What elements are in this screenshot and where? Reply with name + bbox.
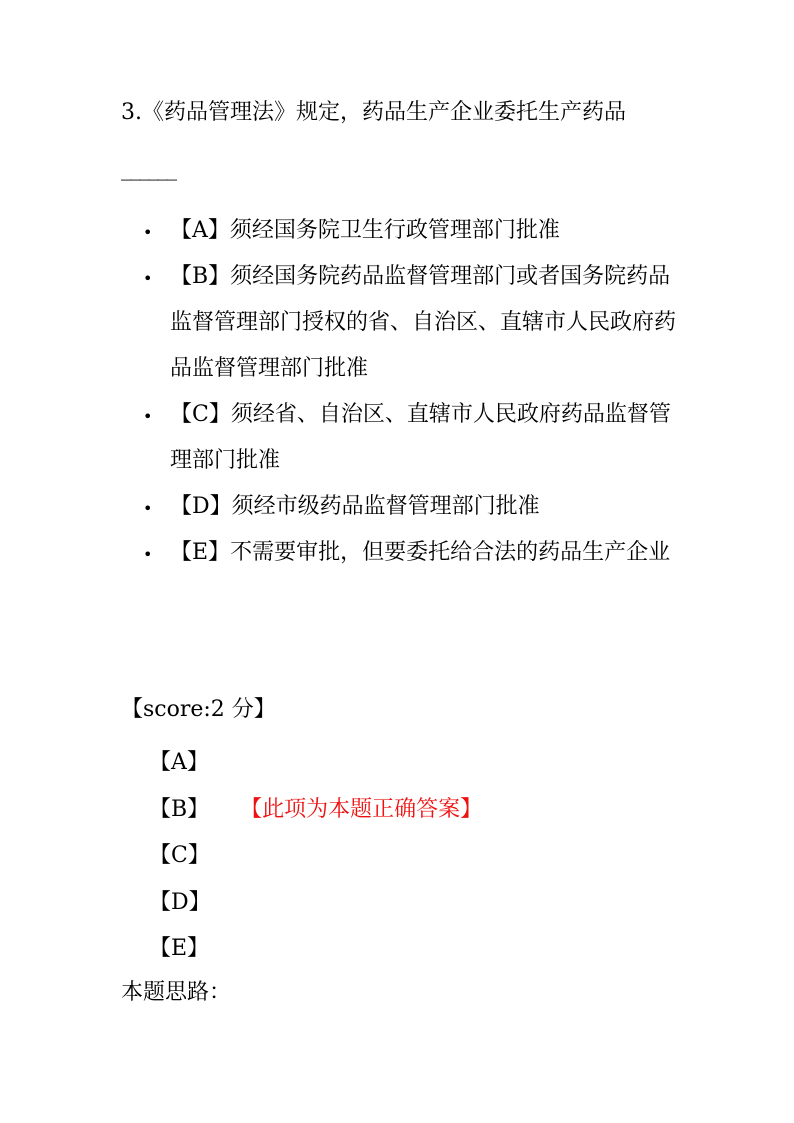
- correct-answer-note: 【此项为本题正确答案】: [251, 796, 483, 822]
- question-text: 3.《药品管理法》规定，药品生产企业委托生产药品: [121, 100, 626, 125]
- option-c: [138, 392, 678, 484]
- answer-label: 【B】: [149, 796, 210, 822]
- score-label: 【score:2 分】: [121, 697, 276, 722]
- option-label: 【D】: [170, 494, 232, 519]
- answer-label: 【A】: [149, 750, 209, 775]
- option-label: 【E】: [170, 540, 231, 565]
- answer-c: [149, 833, 482, 880]
- answer-label: 【C】: [149, 843, 210, 868]
- answer-key-list: [149, 740, 482, 973]
- answer-a: [149, 740, 482, 787]
- option-label: 【A】: [170, 218, 230, 243]
- option-label: 【B】: [170, 264, 231, 289]
- options-list: [138, 208, 678, 576]
- answer-e: [149, 926, 482, 973]
- answer-blank: ______: [121, 156, 175, 181]
- answer-d: [149, 880, 482, 927]
- option-text: 须经省、自治区、直辖市人民政府药品监督管理部门批准: [170, 402, 671, 473]
- option-text: 须经国务院药品监督管理部门或者国务院药品监督管理部门授权的省、自治区、直辖市人民政府药品监督管理部门批准: [170, 264, 677, 381]
- option-text: 须经国务院卫生行政管理部门批准: [229, 218, 560, 243]
- bullet-icon: •: [143, 269, 153, 288]
- answer-label: 【E】: [149, 936, 210, 961]
- option-text: 不需要审批，但要委托给合法的药品生产企业: [230, 540, 671, 565]
- bullet-icon: •: [143, 499, 153, 518]
- option-e: [138, 530, 678, 576]
- option-text: 须经市级药品监督管理部门批准: [231, 494, 540, 519]
- reasoning-label: 本题思路：: [121, 980, 232, 1005]
- bullet-icon: •: [143, 407, 153, 426]
- bullet-icon: •: [143, 545, 153, 564]
- option-a: [138, 208, 678, 254]
- option-label: 【C】: [170, 402, 231, 427]
- answer-b: [149, 787, 482, 834]
- answer-label: 【D】: [149, 889, 211, 915]
- bullet-icon: •: [143, 223, 153, 242]
- option-b: [138, 254, 678, 392]
- option-d: [138, 484, 678, 530]
